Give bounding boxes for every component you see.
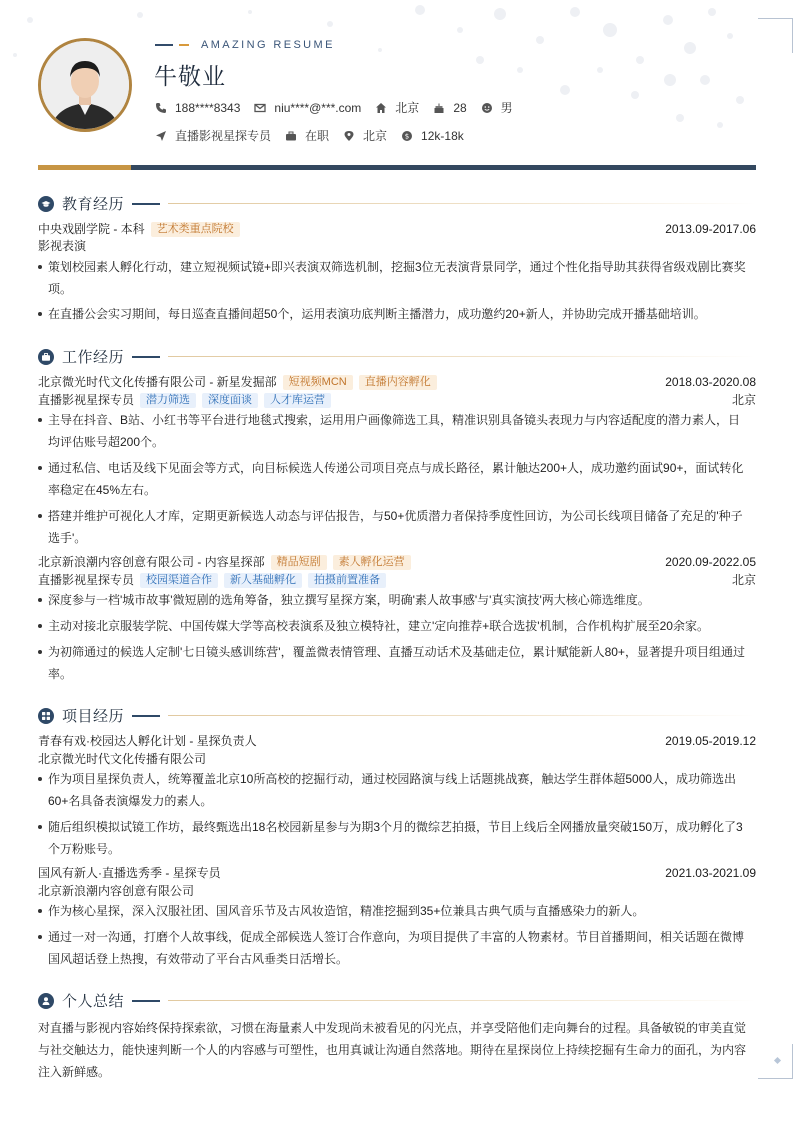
- age-value: 28: [453, 100, 467, 115]
- pin-icon: [343, 130, 355, 142]
- header-divider: [38, 165, 756, 170]
- company-tag: 精品短剧: [271, 555, 327, 570]
- summary-section-header: [38, 990, 756, 1011]
- education-entry-header: [38, 221, 756, 237]
- skill-tag: 人才库运营: [264, 393, 331, 408]
- job-intent-row: [155, 127, 478, 144]
- project-org: 北京新浪潮内容创意有限公司: [38, 884, 195, 898]
- avatar: [38, 38, 132, 132]
- graduation-icon: [38, 196, 54, 212]
- phone-value: 188****8343: [175, 100, 241, 115]
- work-role-row: [38, 392, 756, 408]
- work-role-row: [38, 572, 756, 588]
- job-role: 直播影视星探专员: [38, 393, 135, 407]
- skill-tag: 潜力筛选: [140, 393, 196, 408]
- grid-icon: [38, 708, 54, 724]
- project-org-row: [38, 883, 756, 899]
- target-role-value: 直播影视星探专员: [175, 129, 272, 143]
- home-icon: [375, 102, 387, 114]
- list-item: 为初筛通过的候选人定制'七日镜头感训练营'，覆盖微表情管理、直播互动话术及基础走位，累计赋能新人80+，显著提升项目组通过率。: [38, 641, 756, 685]
- tagline: [155, 39, 335, 51]
- projects-title: 项目经历: [62, 708, 125, 725]
- cake-icon: [433, 102, 445, 114]
- svg-text:$: $: [404, 132, 410, 141]
- skill-tag: 深度面谈: [202, 393, 258, 408]
- list-item: 在直播公会实习期间，每日巡查直播间超50个，运用表演功底判断主播潜力，成功邀约20+新人，并协助完成开播基础培训。: [38, 303, 756, 325]
- mail-icon: [254, 102, 266, 114]
- target-city-item: [343, 127, 387, 144]
- projects-section-header: [38, 705, 756, 726]
- work-title: 工作经历: [62, 349, 125, 366]
- summary-text: 对直播与影视内容始终保持探索欲，习惯在海量素人中发现尚未被看见的闪光点，并享受陪他们走向舞台的过程。具备敏锐的审美直觉与社交触达力，能快速判断一个人的内容感与可塑性，也用真诚让沟通自然落地。期待在星探岗位上持续挖掘有生命力的面孔，为内容注入新鲜感。: [38, 1021, 747, 1079]
- list-item: 策划校园素人孵化行动，建立短视频试镜+即兴表演双筛选机制，挖掘3位无表演背景同学，通过个性化指导助其获得省级戏剧比赛奖项。: [38, 256, 756, 300]
- education-title: 教育经历: [62, 196, 125, 213]
- status-item: [285, 127, 329, 144]
- email-value: niu****@***.com: [274, 100, 362, 115]
- company-tag: 素人孵化运营: [333, 555, 411, 570]
- send-icon: [155, 130, 167, 142]
- company-tag: 直播内容孵化: [359, 375, 437, 390]
- location-item: [375, 99, 419, 116]
- company-name: 北京微光时代文化传播有限公司 - 新星发掘部: [38, 375, 277, 389]
- target-role-item: [155, 127, 271, 144]
- school-name: 中央戏剧学院 - 本科: [38, 222, 145, 236]
- skill-tag: 新人基础孵化: [224, 573, 302, 588]
- work-entry-header: [38, 554, 756, 570]
- phone-item: [155, 101, 240, 115]
- salary-value: 12k-18k: [421, 128, 464, 143]
- work-period: 2018.03-2020.08: [665, 375, 756, 389]
- phone-icon: [155, 102, 167, 114]
- work-period: 2020.09-2022.05: [665, 555, 756, 569]
- project-entry-header: [38, 733, 756, 749]
- project-org: 北京微光时代文化传播有限公司: [38, 752, 207, 766]
- work-entry-header: [38, 374, 756, 390]
- location-value: 北京: [395, 101, 420, 115]
- coin-icon: [401, 130, 413, 142]
- work-section-header: [38, 346, 756, 367]
- work-city: 北京: [731, 393, 756, 407]
- education-major-row: [38, 238, 756, 254]
- list-item: 作为核心星探，深入汉服社团、国风音乐节及古风妆造馆，精准挖掘到35+位兼具古典气质与直播感染力的新人。: [38, 900, 756, 922]
- skill-tag: 拍摄前置准备: [308, 573, 386, 588]
- project-org-row: [38, 751, 756, 767]
- project-title: 青春有戏·校园达人孵化计划 - 星探负责人: [38, 734, 257, 748]
- list-item: 通过一对一沟通，打磨个人故事线，促成全部候选人签订合作意向，为项目提供了丰富的人物素材。节目首播期间，相关话题在微博国风超话登上热搜，有效带动了平台古风垂类日活增长。: [38, 926, 756, 970]
- contact-row: [155, 99, 527, 116]
- list-item: 通过私信、电话及线下见面会等方式，向目标候选人传递公司项目亮点与成长路径，累计触达200+人，成功邀约面试90+，面试转化率稳定在45%左右。: [38, 457, 756, 501]
- list-item: 主动对接北京服装学院、中国传媒大学等高校表演系及独立模特社，建立'定向推荐+联合选拔'机制，合作机构扩展至20余家。: [38, 615, 756, 637]
- status-value: 在职: [305, 129, 330, 143]
- school-tag: 艺术类重点院校: [151, 222, 240, 237]
- work-icon: [38, 349, 54, 365]
- job-role: 直播影视星探专员: [38, 573, 135, 587]
- major: 影视表演: [38, 239, 87, 253]
- list-item: 作为项目星探负责人，统筹覆盖北京10所高校的挖掘行动，通过校园路演与线上话题挑战赛，触达学生群体超5000人，成功筛选出60+名具备表演爆发力的素人。: [38, 768, 756, 812]
- gender-item: [481, 99, 513, 116]
- project-period: 2021.03-2021.09: [665, 866, 756, 880]
- list-item: 随后组织模拟试镜工作坊，最终甄选出18名校园新星参与为期3个月的微综艺拍摄，节目上线后全网播放量突破150万，成功孵化了3个万粉账号。: [38, 816, 756, 860]
- age-item: [433, 101, 466, 115]
- company-name: 北京新浪潮内容创意有限公司 - 内容星探部: [38, 555, 265, 569]
- company-tag: 短视频MCN: [283, 375, 353, 390]
- candidate-name: 牛敬业: [154, 63, 226, 89]
- briefcase-icon: [285, 130, 297, 142]
- education-period: 2013.09-2017.06: [665, 222, 756, 236]
- user-icon: [38, 993, 54, 1009]
- tagline-text: AMAZING RESUME: [201, 39, 335, 51]
- project-period: 2019.05-2019.12: [665, 734, 756, 748]
- email-item: [254, 101, 361, 115]
- skill-tag: 校园渠道合作: [140, 573, 218, 588]
- summary-title: 个人总结: [62, 993, 125, 1010]
- smile-icon: [481, 102, 493, 114]
- salary-item: [401, 129, 464, 143]
- work-city: 北京: [731, 573, 756, 587]
- list-item: 主导在抖音、B站、小红书等平台进行地毯式搜索，运用用户画像筛选工具，精准识别具备镜头表现力与内容适配度的潜力素人，日均评估账号超200个。: [38, 409, 756, 453]
- project-title: 国风有新人·直播选秀季 - 星探专员: [38, 866, 221, 880]
- education-section-header: [38, 193, 756, 214]
- list-item: 搭建并维护可视化人才库，定期更新候选人动态与评估报告，与50+优质潜力者保持季度性回访，为公司长线项目储备了充足的'种子选手'。: [38, 505, 756, 549]
- target-city-value: 北京: [363, 129, 388, 143]
- list-item: 深度参与一档'城市故事'微短剧的选角筹备，独立撰写星探方案，明确'素人故事感'与'真实演技'两大核心筛选维度。: [38, 589, 756, 611]
- project-entry-header: [38, 865, 756, 881]
- corner-decoration-top: [758, 18, 793, 53]
- gender-value: 男: [500, 101, 513, 115]
